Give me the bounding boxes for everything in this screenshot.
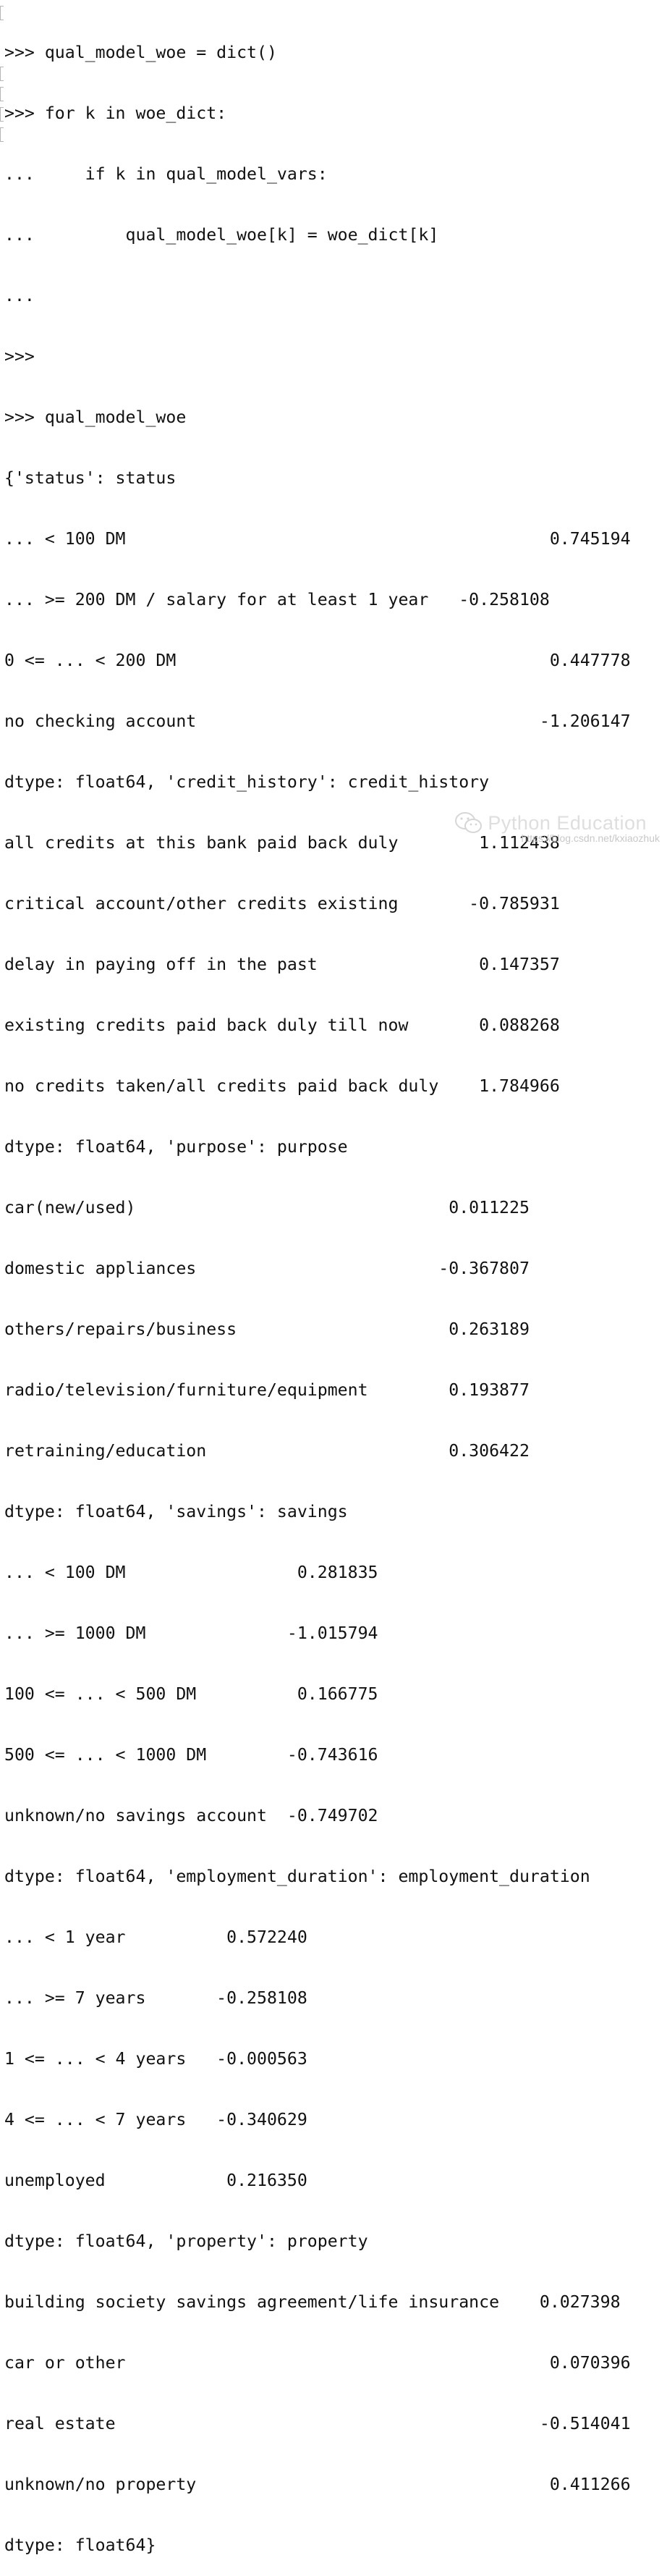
terminal-line: dtype: float64, 'credit_history': credit_history	[4, 772, 490, 792]
terminal-line: building society savings agreement/life insurance 0.027398	[4, 2292, 621, 2312]
terminal-line: dtype: float64}	[4, 2535, 156, 2555]
terminal-line: dtype: float64, 'property': property	[4, 2231, 368, 2251]
terminal-line: real estate -0.514041	[4, 2414, 631, 2433]
terminal-line: unemployed 0.216350	[4, 2171, 307, 2190]
wechat-icon	[454, 811, 483, 835]
watermark-name: Python Education	[488, 811, 647, 834]
terminal-line: ... < 100 DM 0.745194	[4, 529, 631, 549]
terminal-line: ... < 1 year 0.572240	[4, 1927, 307, 1947]
terminal-line: {'status': status	[4, 468, 177, 488]
terminal-line: ... >= 7 years -0.258108	[4, 1988, 307, 2008]
terminal-line: dtype: float64, 'savings': savings	[4, 1502, 348, 1521]
terminal-line: delay in paying off in the past 0.147357	[4, 955, 560, 974]
terminal-line: ... if k in qual_model_vars:	[4, 164, 328, 184]
terminal-line: >>>	[4, 347, 35, 366]
terminal-line: no credits taken/all credits paid back duly 1.784966	[4, 1076, 560, 1096]
prompt-mark	[0, 127, 4, 142]
terminal-line: domestic appliances -0.367807	[4, 1259, 530, 1278]
terminal-line: others/repairs/business 0.263189	[4, 1319, 530, 1339]
terminal-line: 100 <= ... < 500 DM 0.166775	[4, 1684, 378, 1704]
terminal-line: >>> qual_model_woe = dict()	[4, 43, 277, 62]
terminal-line: dtype: float64, 'purpose': purpose	[4, 1137, 348, 1157]
terminal-line: ... >= 200 DM / salary for at least 1 year -0.258108	[4, 590, 550, 609]
terminal-line: existing credits paid back duly till now 0.088268	[4, 1015, 560, 1035]
terminal-line: 0 <= ... < 200 DM 0.447778	[4, 651, 631, 670]
watermark	[454, 811, 647, 835]
terminal-output	[4, 2, 631, 2576]
terminal-line: 1 <= ... < 4 years -0.000563	[4, 2049, 307, 2069]
terminal-line: radio/television/furniture/equipment 0.193877	[4, 1380, 530, 1400]
watermark-url: https://blog.csdn.net/kxiaozhuk	[521, 832, 660, 844]
terminal-line: ...	[4, 286, 35, 305]
terminal-line: unknown/no property 0.411266	[4, 2475, 631, 2494]
terminal-line: retraining/education 0.306422	[4, 1441, 530, 1461]
terminal-line: all credits at this bank paid back duly 1.112438	[4, 833, 560, 853]
terminal-line: car or other 0.070396	[4, 2353, 631, 2373]
terminal-line: critical account/other credits existing -0.785931	[4, 894, 560, 913]
terminal-line: no checking account -1.206147	[4, 711, 631, 731]
terminal-line: unknown/no savings account -0.749702	[4, 1806, 378, 1825]
terminal-line: >>> for k in woe_dict:	[4, 104, 227, 123]
terminal-line: ... qual_model_woe[k] = woe_dict[k]	[4, 225, 439, 245]
terminal-line: 4 <= ... < 7 years -0.340629	[4, 2110, 307, 2129]
terminal-line: 500 <= ... < 1000 DM -0.743616	[4, 1745, 378, 1765]
terminal-line: car(new/used) 0.011225	[4, 1198, 530, 1217]
prompt-mark	[0, 67, 4, 81]
terminal-line: ... >= 1000 DM -1.015794	[4, 1623, 378, 1643]
prompt-mark	[0, 87, 4, 101]
terminal-line: dtype: float64, 'employment_duration': employment_duration	[4, 1867, 590, 1886]
terminal-line: ... < 100 DM 0.281835	[4, 1563, 378, 1582]
terminal-line: >>> qual_model_woe	[4, 407, 187, 427]
prompt-mark	[0, 107, 4, 122]
prompt-mark	[0, 6, 4, 20]
